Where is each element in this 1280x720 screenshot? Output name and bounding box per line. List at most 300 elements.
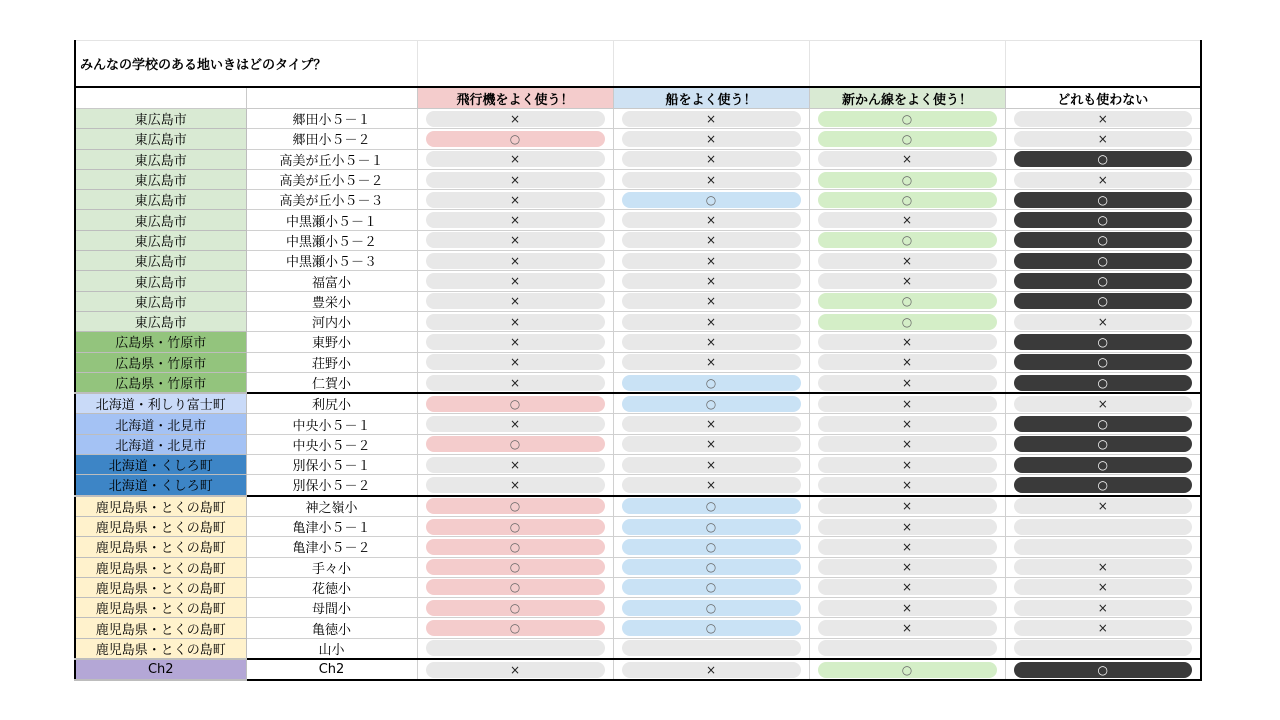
- ship-cell[interactable]: [613, 475, 809, 496]
- no-mark: ×: [1014, 396, 1193, 412]
- none-cell[interactable]: [1005, 434, 1201, 454]
- table-row: [75, 598, 1201, 618]
- table-row: [75, 557, 1201, 577]
- area-cell[interactable]: 東広島市: [75, 149, 246, 169]
- ship-cell[interactable]: [613, 618, 809, 638]
- school-cell[interactable]: 山小: [246, 638, 417, 659]
- no-mark: ×: [1014, 620, 1193, 636]
- plane-cell[interactable]: [417, 109, 613, 129]
- none-cell[interactable]: [1005, 577, 1201, 597]
- empty-mark: [1014, 640, 1193, 656]
- yes-mark: ○: [818, 232, 997, 248]
- shinkansen-cell[interactable]: [809, 190, 1005, 210]
- area-cell[interactable]: 広島県・竹原市: [75, 372, 246, 393]
- table-row: [75, 496, 1201, 517]
- yes-mark: ○: [622, 192, 801, 208]
- shinkansen-cell[interactable]: [809, 638, 1005, 659]
- yes-mark: ○: [1014, 293, 1193, 309]
- none-cell[interactable]: [1005, 638, 1201, 659]
- school-cell[interactable]: 福富小: [246, 271, 417, 291]
- empty-mark: [1014, 519, 1193, 535]
- shinkansen-cell[interactable]: [809, 169, 1005, 189]
- shinkansen-cell[interactable]: [809, 230, 1005, 250]
- survey-table: [74, 40, 1202, 681]
- no-mark: ×: [818, 396, 997, 412]
- table-row: [75, 475, 1201, 496]
- none-cell[interactable]: [1005, 475, 1201, 496]
- shinkansen-cell[interactable]: [809, 496, 1005, 517]
- area-cell[interactable]: 北海道・北見市: [75, 434, 246, 454]
- no-mark: ×: [622, 253, 801, 269]
- plane-cell[interactable]: [417, 537, 613, 557]
- yes-mark: ○: [426, 600, 605, 616]
- shinkansen-cell[interactable]: [809, 129, 1005, 149]
- ship-cell[interactable]: [613, 311, 809, 331]
- school-cell[interactable]: 中黒瀬小５－３: [246, 251, 417, 271]
- no-mark: ×: [622, 334, 801, 350]
- no-mark: ×: [818, 620, 997, 636]
- no-mark: ×: [622, 477, 801, 493]
- plane-cell[interactable]: [417, 659, 613, 680]
- plane-cell[interactable]: [417, 496, 613, 517]
- plane-cell[interactable]: [417, 332, 613, 352]
- ship-cell[interactable]: [613, 372, 809, 393]
- area-cell[interactable]: 北海道・北見市: [75, 414, 246, 434]
- plane-cell[interactable]: [417, 475, 613, 496]
- school-cell[interactable]: 高美が丘小５－１: [246, 149, 417, 169]
- no-mark: ×: [426, 253, 605, 269]
- shinkansen-cell[interactable]: [809, 291, 1005, 311]
- none-cell[interactable]: [1005, 618, 1201, 638]
- plane-cell[interactable]: [417, 393, 613, 414]
- shinkansen-cell[interactable]: [809, 372, 1005, 393]
- no-mark: ×: [426, 457, 605, 473]
- none-cell[interactable]: [1005, 251, 1201, 271]
- table-row: [75, 537, 1201, 557]
- none-cell[interactable]: [1005, 393, 1201, 414]
- no-mark: ×: [818, 212, 997, 228]
- yes-mark: ○: [426, 559, 605, 575]
- ship-cell[interactable]: [613, 129, 809, 149]
- no-mark: ×: [622, 212, 801, 228]
- title-row: [75, 41, 1201, 88]
- table-row: [75, 169, 1201, 189]
- shinkansen-cell[interactable]: [809, 352, 1005, 372]
- plane-cell[interactable]: [417, 638, 613, 659]
- none-cell[interactable]: [1005, 659, 1201, 680]
- plane-cell[interactable]: [417, 372, 613, 393]
- plane-cell[interactable]: [417, 455, 613, 475]
- table-row: [75, 516, 1201, 536]
- area-cell[interactable]: Ch2: [75, 659, 246, 680]
- ship-cell[interactable]: [613, 414, 809, 434]
- title-blank-cell[interactable]: [1005, 41, 1201, 88]
- no-mark: ×: [622, 416, 801, 432]
- school-cell[interactable]: 中央小５－２: [246, 434, 417, 454]
- area-cell[interactable]: 鹿児島県・とくの島町: [75, 496, 246, 517]
- no-mark: ×: [622, 151, 801, 167]
- ship-cell[interactable]: [613, 230, 809, 250]
- ship-cell[interactable]: [613, 577, 809, 597]
- header-area[interactable]: [75, 87, 246, 109]
- table-row: [75, 434, 1201, 454]
- no-mark: ×: [1014, 314, 1193, 330]
- yes-mark: ○: [426, 579, 605, 595]
- empty-mark: [818, 640, 997, 656]
- no-mark: ×: [622, 232, 801, 248]
- ship-cell[interactable]: [613, 496, 809, 517]
- none-cell[interactable]: [1005, 598, 1201, 618]
- table-row: [75, 311, 1201, 331]
- none-cell[interactable]: [1005, 230, 1201, 250]
- no-mark: ×: [622, 662, 801, 678]
- shinkansen-cell[interactable]: [809, 475, 1005, 496]
- school-cell[interactable]: 郷田小５－２: [246, 129, 417, 149]
- no-mark: ×: [426, 111, 605, 127]
- shinkansen-cell[interactable]: [809, 251, 1005, 271]
- ship-cell[interactable]: [613, 190, 809, 210]
- area-cell[interactable]: 東広島市: [75, 271, 246, 291]
- no-mark: ×: [622, 293, 801, 309]
- yes-mark: ○: [1014, 212, 1193, 228]
- header-ship[interactable]: 船をよく使う！: [613, 87, 809, 109]
- no-mark: ×: [426, 212, 605, 228]
- no-mark: ×: [1014, 111, 1193, 127]
- table-row: [75, 230, 1201, 250]
- table-row: [75, 638, 1201, 659]
- no-mark: ×: [818, 273, 997, 289]
- no-mark: ×: [426, 662, 605, 678]
- no-mark: ×: [818, 334, 997, 350]
- area-cell[interactable]: 鹿児島県・とくの島町: [75, 557, 246, 577]
- plane-cell[interactable]: [417, 577, 613, 597]
- no-mark: ×: [426, 151, 605, 167]
- ship-cell[interactable]: [613, 210, 809, 230]
- plane-cell[interactable]: [417, 434, 613, 454]
- shinkansen-cell[interactable]: [809, 434, 1005, 454]
- header-shinkansen[interactable]: 新かん線をよく使う！: [809, 87, 1005, 109]
- no-mark: ×: [622, 457, 801, 473]
- table-row: [75, 372, 1201, 393]
- shinkansen-cell[interactable]: [809, 659, 1005, 680]
- header-none[interactable]: どれも使わない: [1005, 87, 1201, 109]
- ship-cell[interactable]: [613, 332, 809, 352]
- school-cell[interactable]: 中黒瀬小５－２: [246, 230, 417, 250]
- area-cell[interactable]: 東広島市: [75, 311, 246, 331]
- school-cell[interactable]: 仁賀小: [246, 372, 417, 393]
- ship-cell[interactable]: [613, 109, 809, 129]
- school-cell[interactable]: 亀津小５－２: [246, 537, 417, 557]
- empty-mark: [1014, 539, 1193, 555]
- yes-mark: ○: [818, 293, 997, 309]
- school-cell[interactable]: 別保小５－２: [246, 475, 417, 496]
- area-cell[interactable]: 鹿児島県・とくの島町: [75, 577, 246, 597]
- school-cell[interactable]: 利尻小: [246, 393, 417, 414]
- yes-mark: ○: [1014, 354, 1193, 370]
- table-row: [75, 149, 1201, 169]
- yes-mark: ○: [426, 131, 605, 147]
- shinkansen-cell[interactable]: [809, 516, 1005, 536]
- no-mark: ×: [818, 579, 997, 595]
- school-cell[interactable]: 手々小: [246, 557, 417, 577]
- school-cell[interactable]: 神之嶺小: [246, 496, 417, 517]
- table-row: [75, 618, 1201, 638]
- none-cell[interactable]: [1005, 557, 1201, 577]
- ship-cell[interactable]: [613, 251, 809, 271]
- yes-mark: ○: [426, 519, 605, 535]
- yes-mark: ○: [426, 436, 605, 452]
- yes-mark: ○: [1014, 457, 1193, 473]
- none-cell[interactable]: [1005, 109, 1201, 129]
- plane-cell[interactable]: [417, 230, 613, 250]
- plane-cell[interactable]: [417, 414, 613, 434]
- no-mark: ×: [426, 375, 605, 391]
- yes-mark: ○: [818, 314, 997, 330]
- area-cell[interactable]: 東広島市: [75, 251, 246, 271]
- school-cell[interactable]: 東野小: [246, 332, 417, 352]
- table-row: [75, 291, 1201, 311]
- empty-mark: [622, 640, 801, 656]
- plane-cell[interactable]: [417, 598, 613, 618]
- plane-cell[interactable]: [417, 618, 613, 638]
- area-cell[interactable]: 鹿児島県・とくの島町: [75, 598, 246, 618]
- none-cell[interactable]: [1005, 352, 1201, 372]
- ship-cell[interactable]: [613, 598, 809, 618]
- school-cell[interactable]: 亀津小５－１: [246, 516, 417, 536]
- school-cell[interactable]: 河内小: [246, 311, 417, 331]
- area-cell[interactable]: 広島県・竹原市: [75, 332, 246, 352]
- school-cell[interactable]: 荘野小: [246, 352, 417, 372]
- shinkansen-cell[interactable]: [809, 598, 1005, 618]
- ship-cell[interactable]: [613, 352, 809, 372]
- school-cell[interactable]: 母間小: [246, 598, 417, 618]
- no-mark: ×: [818, 539, 997, 555]
- none-cell[interactable]: [1005, 129, 1201, 149]
- plane-cell[interactable]: [417, 271, 613, 291]
- no-mark: ×: [1014, 131, 1193, 147]
- no-mark: ×: [1014, 172, 1193, 188]
- no-mark: ×: [818, 354, 997, 370]
- school-cell[interactable]: 亀徳小: [246, 618, 417, 638]
- plane-cell[interactable]: [417, 516, 613, 536]
- shinkansen-cell[interactable]: [809, 577, 1005, 597]
- no-mark: ×: [622, 172, 801, 188]
- ship-cell[interactable]: [613, 149, 809, 169]
- ship-cell[interactable]: [613, 455, 809, 475]
- no-mark: ×: [426, 172, 605, 188]
- plane-cell[interactable]: [417, 149, 613, 169]
- yes-mark: ○: [818, 131, 997, 147]
- table-row: [75, 659, 1201, 680]
- ship-cell[interactable]: [613, 434, 809, 454]
- header-row: [75, 87, 1201, 109]
- ship-cell[interactable]: [613, 537, 809, 557]
- plane-cell[interactable]: [417, 251, 613, 271]
- yes-mark: ○: [622, 579, 801, 595]
- none-cell[interactable]: [1005, 311, 1201, 331]
- no-mark: ×: [426, 293, 605, 309]
- title-blank-cell[interactable]: [417, 41, 613, 88]
- table-row: [75, 271, 1201, 291]
- shinkansen-cell[interactable]: [809, 414, 1005, 434]
- no-mark: ×: [1014, 559, 1193, 575]
- no-mark: ×: [818, 457, 997, 473]
- none-cell[interactable]: [1005, 190, 1201, 210]
- area-cell[interactable]: 北海道・くしろ町: [75, 475, 246, 496]
- shinkansen-cell[interactable]: [809, 618, 1005, 638]
- ship-cell[interactable]: [613, 638, 809, 659]
- yes-mark: ○: [622, 498, 801, 514]
- none-cell[interactable]: [1005, 271, 1201, 291]
- title-blank-cell[interactable]: [613, 41, 809, 88]
- school-cell[interactable]: 高美が丘小５－３: [246, 190, 417, 210]
- no-mark: ×: [1014, 579, 1193, 595]
- yes-mark: ○: [1014, 192, 1193, 208]
- yes-mark: ○: [1014, 416, 1193, 432]
- school-cell[interactable]: 中央小５－１: [246, 414, 417, 434]
- ship-cell[interactable]: [613, 169, 809, 189]
- yes-mark: ○: [426, 396, 605, 412]
- no-mark: ×: [426, 334, 605, 350]
- none-cell[interactable]: [1005, 516, 1201, 536]
- yes-mark: ○: [622, 559, 801, 575]
- area-cell[interactable]: 鹿児島県・とくの島町: [75, 516, 246, 536]
- area-cell[interactable]: 東広島市: [75, 169, 246, 189]
- no-mark: ×: [426, 354, 605, 370]
- shinkansen-cell[interactable]: [809, 210, 1005, 230]
- yes-mark: ○: [622, 375, 801, 391]
- school-cell[interactable]: Ch2: [246, 659, 417, 680]
- no-mark: ×: [818, 416, 997, 432]
- sheet-title[interactable]: みんなの学校のある地いきはどのタイプ？: [75, 41, 417, 88]
- school-cell[interactable]: 豊栄小: [246, 291, 417, 311]
- school-cell[interactable]: 中黒瀬小５－１: [246, 210, 417, 230]
- no-mark: ×: [818, 498, 997, 514]
- no-mark: ×: [622, 273, 801, 289]
- area-cell[interactable]: 鹿児島県・とくの島町: [75, 618, 246, 638]
- no-mark: ×: [818, 519, 997, 535]
- table-row: [75, 414, 1201, 434]
- yes-mark: ○: [1014, 375, 1193, 391]
- plane-cell[interactable]: [417, 557, 613, 577]
- plane-cell[interactable]: [417, 190, 613, 210]
- ship-cell[interactable]: [613, 516, 809, 536]
- no-mark: ×: [426, 273, 605, 289]
- header-school[interactable]: [246, 87, 417, 109]
- area-cell[interactable]: 東広島市: [75, 230, 246, 250]
- area-cell[interactable]: 鹿児島県・とくの島町: [75, 638, 246, 659]
- plane-cell[interactable]: [417, 291, 613, 311]
- shinkansen-cell[interactable]: [809, 149, 1005, 169]
- yes-mark: ○: [622, 519, 801, 535]
- plane-cell[interactable]: [417, 210, 613, 230]
- plane-cell[interactable]: [417, 311, 613, 331]
- none-cell[interactable]: [1005, 537, 1201, 557]
- school-cell[interactable]: 郷田小５－１: [246, 109, 417, 129]
- yes-mark: ○: [1014, 273, 1193, 289]
- area-cell[interactable]: 東広島市: [75, 190, 246, 210]
- area-cell[interactable]: 広島県・竹原市: [75, 352, 246, 372]
- title-blank-cell[interactable]: [809, 41, 1005, 88]
- yes-mark: ○: [1014, 151, 1193, 167]
- area-cell[interactable]: 北海道・利しり富士町: [75, 393, 246, 414]
- ship-cell[interactable]: [613, 557, 809, 577]
- none-cell[interactable]: [1005, 149, 1201, 169]
- no-mark: ×: [818, 151, 997, 167]
- area-cell[interactable]: 東広島市: [75, 109, 246, 129]
- yes-mark: ○: [426, 620, 605, 636]
- table-row: [75, 332, 1201, 352]
- yes-mark: ○: [622, 600, 801, 616]
- table-row: [75, 455, 1201, 475]
- none-cell[interactable]: [1005, 455, 1201, 475]
- ship-cell[interactable]: [613, 271, 809, 291]
- ship-cell[interactable]: [613, 659, 809, 680]
- shinkansen-cell[interactable]: [809, 271, 1005, 291]
- table-row: [75, 109, 1201, 129]
- plane-cell[interactable]: [417, 352, 613, 372]
- yes-mark: ○: [818, 192, 997, 208]
- shinkansen-cell[interactable]: [809, 455, 1005, 475]
- plane-cell[interactable]: [417, 169, 613, 189]
- plane-cell[interactable]: [417, 129, 613, 149]
- shinkansen-cell[interactable]: [809, 332, 1005, 352]
- yes-mark: ○: [1014, 436, 1193, 452]
- no-mark: ×: [622, 436, 801, 452]
- school-cell[interactable]: 別保小５－１: [246, 455, 417, 475]
- school-cell[interactable]: 花徳小: [246, 577, 417, 597]
- area-cell[interactable]: 東広島市: [75, 210, 246, 230]
- no-mark: ×: [426, 416, 605, 432]
- area-cell[interactable]: 北海道・くしろ町: [75, 455, 246, 475]
- no-mark: ×: [622, 111, 801, 127]
- no-mark: ×: [426, 314, 605, 330]
- none-cell[interactable]: [1005, 332, 1201, 352]
- ship-cell[interactable]: [613, 291, 809, 311]
- table-row: [75, 190, 1201, 210]
- empty-mark: [426, 640, 605, 656]
- none-cell[interactable]: [1005, 414, 1201, 434]
- yes-mark: ○: [1014, 477, 1193, 493]
- area-cell[interactable]: 東広島市: [75, 129, 246, 149]
- none-cell[interactable]: [1005, 291, 1201, 311]
- yes-mark: ○: [1014, 662, 1193, 678]
- yes-mark: ○: [622, 620, 801, 636]
- shinkansen-cell[interactable]: [809, 557, 1005, 577]
- table-row: [75, 577, 1201, 597]
- table-row: [75, 129, 1201, 149]
- shinkansen-cell[interactable]: [809, 109, 1005, 129]
- no-mark: ×: [818, 253, 997, 269]
- no-mark: ×: [426, 232, 605, 248]
- school-cell[interactable]: 高美が丘小５－２: [246, 169, 417, 189]
- none-cell[interactable]: [1005, 496, 1201, 517]
- no-mark: ×: [818, 436, 997, 452]
- none-cell[interactable]: [1005, 169, 1201, 189]
- area-cell[interactable]: 東広島市: [75, 291, 246, 311]
- shinkansen-cell[interactable]: [809, 393, 1005, 414]
- yes-mark: ○: [1014, 253, 1193, 269]
- shinkansen-cell[interactable]: [809, 537, 1005, 557]
- shinkansen-cell[interactable]: [809, 311, 1005, 331]
- header-plane[interactable]: 飛行機をよく使う！: [417, 87, 613, 109]
- none-cell[interactable]: [1005, 372, 1201, 393]
- area-cell[interactable]: 鹿児島県・とくの島町: [75, 537, 246, 557]
- ship-cell[interactable]: [613, 393, 809, 414]
- no-mark: ×: [426, 477, 605, 493]
- no-mark: ×: [818, 559, 997, 575]
- none-cell[interactable]: [1005, 210, 1201, 230]
